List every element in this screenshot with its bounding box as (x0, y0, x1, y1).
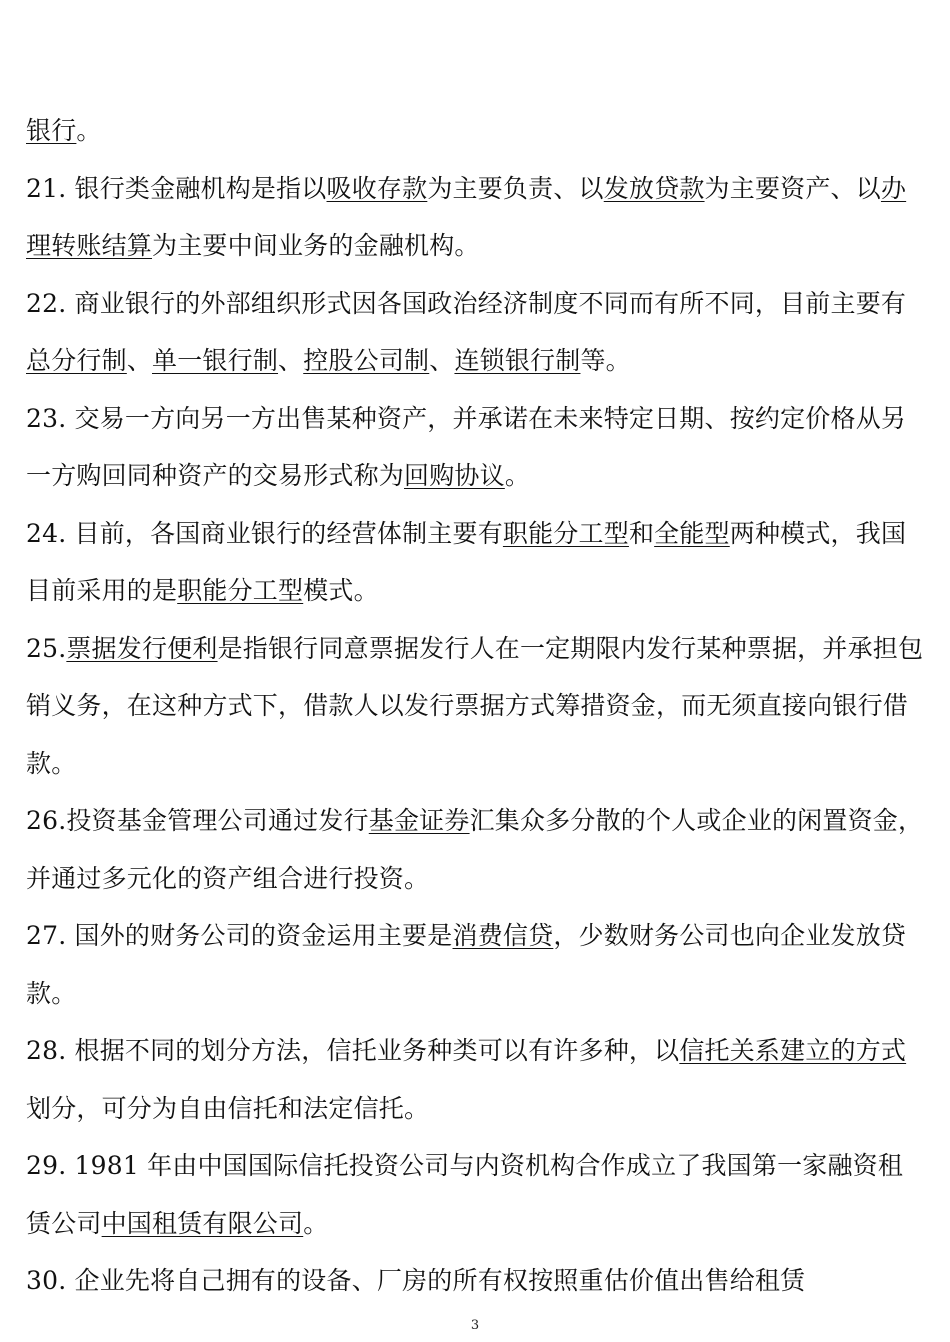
text-run: 25. (26, 633, 67, 663)
paragraph (26, 1022, 926, 1137)
underlined-answer: 回购协议 (404, 461, 505, 490)
paragraph (26, 907, 926, 1022)
text-run: 和 (628, 518, 655, 548)
document-body (26, 102, 926, 1310)
paragraph (26, 1137, 926, 1252)
text-run: 划分，可分为自由信托和法定信托。 (26, 1093, 430, 1123)
text-run: 22. 商业银行的外部组织形式因各国政治经济制度不同而有所不同，目前主要有 (26, 288, 907, 318)
paragraph (26, 102, 926, 160)
underlined-answer: 信托关系建立的方式 (679, 1036, 907, 1065)
text-run: 模式。 (303, 576, 379, 605)
text-run: 为主要中间业务的金融机构。 (152, 231, 480, 260)
paragraph (26, 160, 926, 275)
underlined-answer: 消费信贷 (452, 921, 554, 950)
text-run: 、 (126, 346, 153, 375)
underlined-answer: 总分行制 (26, 346, 127, 375)
paragraph (26, 275, 926, 390)
text-run: 、 (278, 346, 304, 375)
text-run: 29. 1981 年由中国国际信托投资公司与内资机构合作成立了我国第一家融资租赁公司 (26, 1151, 904, 1238)
text-run: 为主要负责、以 (427, 173, 604, 203)
underlined-answer: 中国租赁有限公司 (101, 1208, 304, 1238)
text-run: 26.投资基金管理公司通过发行 (26, 806, 369, 835)
text-run: 两种模式，我国目前采用的是 (26, 518, 907, 605)
underlined-answer: 发放贷款 (603, 173, 705, 203)
paragraph (26, 620, 926, 793)
text-run: 23. 交易一方向另一方出售某种资产，并承诺在未来特定日期、按约定价格从另一方购回同种资产的交易形式称为 (26, 403, 907, 490)
underlined-answer: 银行 (26, 116, 77, 145)
text-run: 27. 国外的财务公司的资金运用主要是 (26, 921, 453, 950)
text-run: 30. 企业先将自己拥有的设备、厂房的所有权按照重估价值出售给租赁 (26, 1266, 806, 1295)
underlined-answer: 办理转账结算 (26, 173, 907, 260)
text-run: 24. 目前，各国商业银行的经营体制主要有 (26, 518, 503, 548)
underlined-answer: 单一银行制 (152, 346, 279, 375)
paragraph (26, 1252, 926, 1310)
text-run: 是指银行同意票据发行人在一定期限内发行某种票据，并承担包销义务，在这种方式下，借款人以发行票据方式筹措资金，而无须直接向银行借款。 (26, 633, 924, 778)
text-run: 。 (303, 1208, 329, 1238)
paragraph (26, 390, 926, 505)
underlined-answer: 连锁银行制 (454, 346, 581, 375)
underlined-answer: 职能分工型 (502, 518, 629, 548)
underlined-answer: 控股公司制 (303, 346, 430, 375)
text-run: 等。 (580, 346, 631, 375)
text-run: ，少数财务公司也向企业发放贷款。 (26, 921, 907, 1008)
text-run: 。 (76, 116, 102, 145)
underlined-answer: 职能分工型 (177, 576, 304, 605)
text-run: 。 (504, 461, 531, 490)
underlined-answer: 吸收存款 (326, 173, 428, 203)
paragraph (26, 505, 926, 620)
text-run: 21. 银行类金融机构是指以 (26, 173, 327, 203)
underlined-answer: 全能型 (654, 518, 730, 548)
text-run: 汇集众多分散的个人或企业的闲置资金，并通过多元化的资产组合进行投资。 (26, 806, 924, 893)
underlined-answer: 票据发行便利 (66, 633, 218, 663)
paragraph (26, 792, 926, 907)
text-run: 为主要资产、以 (704, 173, 881, 203)
text-run: 28. 根据不同的划分方法，信托业务种类可以有许多种，以 (26, 1036, 680, 1065)
text-run: 、 (429, 346, 455, 375)
underlined-answer: 基金证券 (368, 806, 470, 835)
page-number: 3 (470, 1318, 480, 1333)
